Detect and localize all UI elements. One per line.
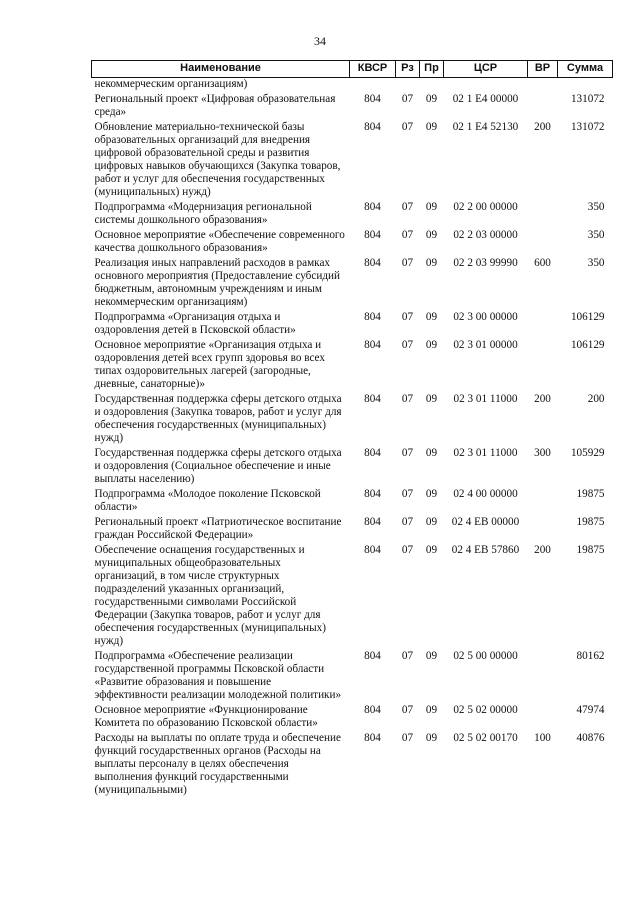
cell-name: Региональный проект «Цифровая образовательная среда» — [94, 93, 336, 118]
cell-pr: 09 — [425, 488, 438, 500]
cell-sum: 131072 — [570, 93, 605, 105]
cell-sum: 19875 — [576, 544, 605, 556]
cell-sum: 350 — [587, 229, 605, 241]
cell-vr: 100 — [534, 732, 551, 744]
cell-sum: 106129 — [570, 339, 605, 351]
cell-name: Обеспечение оснащения государственных и муниципальных общеобразовательных организаций, в том числе структурных подразделений указанных организаций, государственными символами Российской Федерации (Закупка товаров, работ и услуг для обеспечения государственных (муниципальных) нужд) — [94, 544, 326, 647]
table-row — [92, 445, 613, 486]
cell-csr: 02 5 00 00000 — [453, 650, 518, 662]
cell-csr: 02 3 01 11000 — [453, 447, 518, 459]
table-row — [92, 227, 613, 255]
table-row — [92, 730, 613, 797]
cell-csr: 02 4 00 00000 — [453, 488, 518, 500]
cell-rz: 07 — [401, 339, 414, 351]
cell-rz: 07 — [401, 311, 414, 323]
cell-vr: 600 — [534, 257, 551, 269]
cell-vr — [528, 514, 558, 542]
cell-pr: 09 — [425, 650, 438, 662]
cell-rz: 07 — [401, 447, 414, 459]
cell-pr: 09 — [425, 311, 438, 323]
cell-csr: 02 1 E4 00000 — [452, 93, 519, 105]
cell-sum: 80162 — [576, 650, 605, 662]
cell-pr: 09 — [425, 704, 438, 716]
cell-name: Расходы на выплаты по оплате труда и обеспечение функций государственных органов (Расходы на выплаты персоналу в целях обеспечения выполнения функций государственными (муниципальными) — [94, 732, 341, 796]
cell-sum: 19875 — [576, 488, 605, 500]
cell-csr: 02 3 01 11000 — [453, 393, 518, 405]
cell-kvsr: 804 — [364, 93, 381, 105]
cell-pr: 09 — [425, 121, 438, 133]
cell-kvsr: 804 — [364, 229, 381, 241]
cell-sum: 105929 — [570, 447, 605, 459]
table-row — [92, 486, 613, 514]
table-row — [92, 702, 613, 730]
header-name: Наименование — [92, 61, 350, 78]
cell-rz: 07 — [401, 732, 414, 744]
cell-name: Подпрограмма «Молодое поколение Псковской области» — [94, 488, 321, 513]
cell-rz: 07 — [401, 516, 414, 528]
cell-kvsr: 804 — [364, 339, 381, 351]
cell-kvsr: 804 — [364, 732, 381, 744]
cell-name: Региональный проект «Патриотическое воспитание граждан Российской Федерации» — [94, 516, 342, 541]
cell-sum: 47974 — [576, 704, 605, 716]
cell-kvsr: 804 — [364, 393, 381, 405]
cell-name: Основное мероприятие «Функционирование Комитета по образованию Псковской области» — [94, 704, 318, 729]
continuation-row — [92, 78, 613, 92]
cell-rz: 07 — [401, 650, 414, 662]
table-row — [92, 255, 613, 309]
cell-kvsr: 804 — [364, 516, 381, 528]
cell-csr: 02 4 EB 00000 — [451, 516, 520, 528]
cell-kvsr: 804 — [364, 650, 381, 662]
cell-sum: 106129 — [570, 311, 605, 323]
cell-sum: 200 — [587, 393, 605, 405]
cell-name: Основное мероприятие «Организация отдыха и оздоровления детей всех групп здоровья во всех типах оздоровительных лагерей (загородные, дневные, санаторные)» — [94, 339, 325, 390]
cell-vr: 200 — [534, 544, 551, 556]
cell-vr — [528, 227, 558, 255]
cell-sum: 131072 — [570, 121, 605, 133]
table-row — [92, 91, 613, 119]
cell-csr: 02 1 E4 52130 — [452, 121, 519, 133]
cell-name: Обновление материально-технической базы образовательных организаций для внедрения цифровой образовательной среды и развития цифровых навыков обучающихся (Закупка товаров, работ и услуг для обеспечения государственных (муниципальных) нужд) — [94, 121, 341, 198]
cell-name: Реализация иных направлений расходов в рамках основного мероприятия (Предоставление субсидий бюджетным, автономным учреждениям и иным некоммерческим организациям) — [94, 257, 340, 308]
cell-kvsr: 804 — [364, 121, 381, 133]
cell-kvsr: 804 — [364, 488, 381, 500]
cell-csr: 02 5 02 00000 — [453, 704, 518, 716]
cell-name: Основное мероприятие «Обеспечение современного качества дошкольного образования» — [94, 229, 345, 254]
cell-csr: 02 5 02 00170 — [453, 732, 518, 744]
header-rz: Рз — [396, 61, 420, 78]
cell-pr: 09 — [425, 339, 438, 351]
cell-vr: 200 — [534, 121, 551, 133]
cell-pr: 09 — [425, 257, 438, 269]
cell-vr — [528, 199, 558, 227]
table-header-row — [92, 61, 613, 78]
header-vr: ВР — [528, 61, 558, 78]
cell-pr: 09 — [425, 229, 438, 241]
cell-vr — [528, 91, 558, 119]
cell-vr — [528, 309, 558, 337]
cell-csr: 02 3 01 00000 — [453, 339, 518, 351]
cell-pr: 09 — [425, 93, 438, 105]
cell-vr — [528, 337, 558, 391]
cell-pr: 09 — [425, 447, 438, 459]
cell-sum: 350 — [587, 257, 605, 269]
cell-kvsr: 804 — [364, 447, 381, 459]
cell-rz: 07 — [401, 229, 414, 241]
continuation-text: некоммерческим организациям) — [94, 78, 248, 90]
cell-vr — [528, 702, 558, 730]
table-row — [92, 337, 613, 391]
cell-pr: 09 — [425, 516, 438, 528]
cell-name: Подпрограмма «Организация отдыха и оздоровления детей в Псковской области» — [94, 311, 296, 336]
cell-csr: 02 2 03 00000 — [453, 229, 518, 241]
cell-vr: 300 — [534, 447, 551, 459]
cell-rz: 07 — [401, 488, 414, 500]
cell-csr: 02 4 EB 57860 — [451, 544, 520, 556]
page-number: 34 — [314, 34, 326, 48]
cell-vr — [528, 648, 558, 702]
table-row — [92, 309, 613, 337]
cell-kvsr: 804 — [364, 704, 381, 716]
cell-kvsr: 804 — [364, 257, 381, 269]
cell-rz: 07 — [401, 93, 414, 105]
cell-name: Государственная поддержка сферы детского отдыха и оздоровления (Закупка товаров, работ и услуг для обеспечения государственных (муниципальных) нужд) — [94, 393, 342, 444]
table-row — [92, 119, 613, 199]
cell-vr — [528, 486, 558, 514]
cell-name: Государственная поддержка сферы детского отдыха и оздоровления (Социальное обеспечение и иные выплаты населению) — [94, 447, 342, 485]
cell-pr: 09 — [425, 201, 438, 213]
cell-kvsr: 804 — [364, 311, 381, 323]
table-row — [92, 542, 613, 648]
header-kvsr: КВСР — [350, 61, 396, 78]
table-row — [92, 391, 613, 445]
cell-rz: 07 — [401, 704, 414, 716]
cell-name: Подпрограмма «Обеспечение реализации государственной программы Псковской области «Развитие образования и повышение эффективности реализации молодежной политики» — [94, 650, 342, 701]
cell-pr: 09 — [425, 544, 438, 556]
cell-rz: 07 — [401, 393, 414, 405]
cell-csr: 02 2 03 99990 — [453, 257, 518, 269]
cell-sum: 40876 — [576, 732, 605, 744]
table-body — [92, 78, 613, 798]
header-csr: ЦСР — [444, 61, 528, 78]
cell-rz: 07 — [401, 121, 414, 133]
cell-pr: 09 — [425, 393, 438, 405]
cell-vr: 200 — [534, 393, 551, 405]
cell-rz: 07 — [401, 257, 414, 269]
cell-rz: 07 — [401, 201, 414, 213]
cell-rz: 07 — [401, 544, 414, 556]
header-sum: Сумма — [558, 61, 613, 78]
budget-table — [91, 60, 613, 797]
cell-sum: 350 — [587, 201, 605, 213]
cell-sum: 19875 — [576, 516, 605, 528]
cell-csr: 02 2 00 00000 — [453, 201, 518, 213]
cell-csr: 02 3 00 00000 — [453, 311, 518, 323]
table-row — [92, 199, 613, 227]
table-row — [92, 514, 613, 542]
header-pr: Пр — [420, 61, 444, 78]
cell-name: Подпрограмма «Модернизация региональной системы дошкольного образования» — [94, 201, 312, 226]
cell-pr: 09 — [425, 732, 438, 744]
cell-kvsr: 804 — [364, 544, 381, 556]
cell-kvsr: 804 — [364, 201, 381, 213]
table-row — [92, 648, 613, 702]
